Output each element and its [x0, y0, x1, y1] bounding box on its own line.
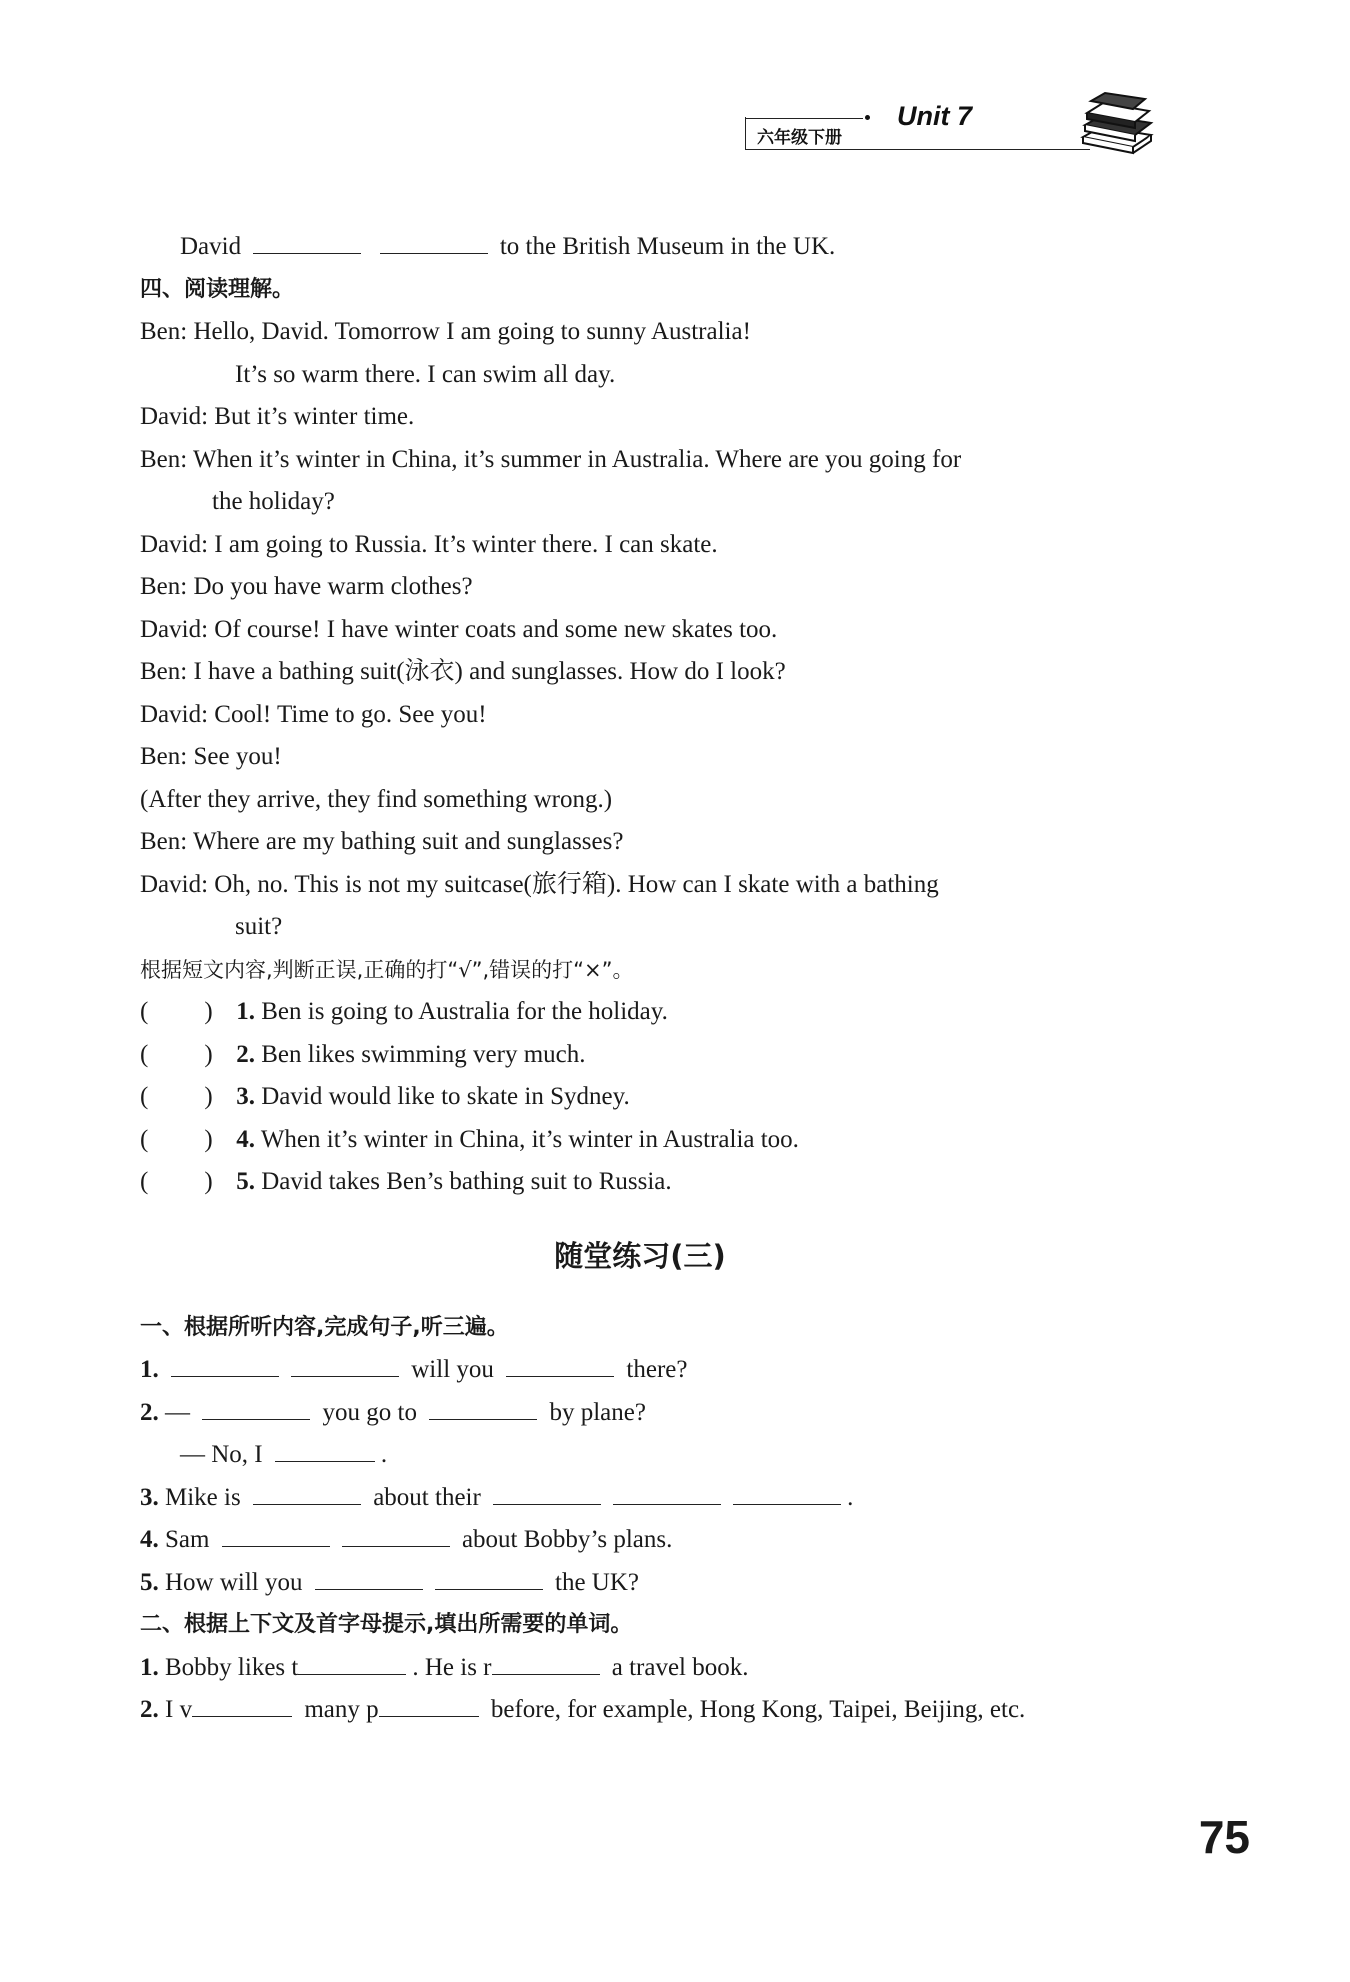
answer-blank[interactable]	[379, 1692, 479, 1717]
unit-label: Unit 7	[897, 101, 973, 131]
dialogue-line: (After they arrive, they find something wrong.)	[140, 785, 613, 813]
answer-parentheses[interactable]: ( )	[140, 998, 213, 1025]
answer-parentheses[interactable]: ( )	[140, 1040, 213, 1068]
dialogue-line: the holiday?	[212, 488, 335, 515]
section-heading-reading: 四、阅读理解。	[140, 276, 295, 302]
listening-question-3: 3. Mike is about their .	[140, 1477, 1180, 1520]
dialogue-line: David: I am going to Russia. It’s winter there. I can skate.	[140, 530, 718, 558]
section-heading-vocab: 二、根据上下文及首字母提示,填出所需要的单词。	[140, 1612, 633, 1637]
judge-question: ( ) 3. David would like to skate in Sydney.	[140, 1076, 1180, 1119]
judge-question: ( ) 2. Ben likes swimming very much.	[140, 1034, 1180, 1077]
top-line-start: David	[180, 233, 242, 260]
answer-blank[interactable]	[202, 1395, 310, 1420]
dialogue-line: suit?	[235, 913, 283, 940]
header-rule	[745, 118, 863, 119]
listening-question-5: 5. How will you the UK?	[140, 1562, 1180, 1605]
top-fill-line	[140, 226, 1180, 269]
books-icon	[1075, 91, 1155, 155]
section-heading-listening: 一、根据所听内容,完成句子,听三遍。	[140, 1314, 509, 1340]
answer-blank[interactable]	[298, 1650, 406, 1675]
answer-blank[interactable]	[429, 1395, 537, 1420]
listening-question-2-reply: — No, I .	[140, 1434, 1180, 1477]
answer-blank[interactable]	[380, 229, 488, 254]
listening-question-4: 4. Sam about Bobby’s plans.	[140, 1519, 1180, 1562]
answer-blank[interactable]	[222, 1522, 330, 1547]
answer-blank[interactable]	[171, 1352, 279, 1377]
answer-blank[interactable]	[192, 1692, 292, 1717]
grade-label: 六年级下册	[757, 128, 842, 148]
header-bracket	[745, 117, 746, 149]
dialogue-line: Ben: Hello, David. Tomorrow I am going to sunny Australia!	[140, 318, 751, 345]
page-number: 75	[1198, 1811, 1250, 1863]
answer-blank[interactable]	[253, 229, 361, 254]
judge-question-text: Ben is going to Australia for the holiday.	[261, 998, 668, 1025]
dialogue-line: Ben: When it’s winter in China, it’s summer in Australia. Where are you going for	[140, 445, 962, 473]
dialogue-line: David: Cool! Time to go. See you!	[140, 700, 487, 728]
answer-blank[interactable]	[315, 1565, 423, 1590]
vocab-question-1: 1. Bobby likes t . He is r a travel book.	[140, 1647, 1180, 1690]
dialogue-line: David: Oh, no. This is not my suitcase(旅行箱). How can I skate with a bathing	[140, 870, 939, 898]
vocab-question-2: 2. I v many p before, for example, Hong Kong, Taipei, Beijing, etc.	[140, 1689, 1180, 1732]
dialogue-line: Ben: I have a bathing suit(泳衣) and sunglasses. How do I look?	[140, 658, 786, 685]
page-content	[140, 226, 1180, 1732]
answer-blank[interactable]	[733, 1480, 841, 1505]
header-dot	[865, 115, 870, 120]
answer-parentheses[interactable]: ( )	[140, 1125, 213, 1153]
answer-blank[interactable]	[275, 1437, 375, 1462]
answer-parentheses[interactable]: ( )	[140, 1168, 213, 1195]
judge-question-text: When it’s winter in China, it’s winter in Australia too.	[260, 1125, 799, 1153]
answer-blank[interactable]	[492, 1650, 600, 1675]
answer-blank[interactable]	[435, 1565, 543, 1590]
header-underline	[745, 149, 1090, 150]
page-header	[735, 95, 1165, 165]
listening-question-1: 1. will you there?	[140, 1349, 1180, 1392]
dialogue-line: Ben: See you!	[140, 743, 282, 770]
answer-blank[interactable]	[342, 1522, 450, 1547]
dialogue-line: Ben: Where are my bathing suit and sunglasses?	[140, 828, 624, 855]
listening-question-2: 2. — you go to by plane?	[140, 1392, 1180, 1435]
answer-blank[interactable]	[291, 1352, 399, 1377]
dialogue-line: Ben: Do you have warm clothes?	[140, 573, 473, 600]
judge-question: ( ) 5. David takes Ben’s bathing suit to Russia.	[140, 1161, 1180, 1204]
judge-question-text: Ben likes swimming very much.	[261, 1040, 586, 1068]
answer-parentheses[interactable]: ( )	[140, 1083, 213, 1110]
answer-blank[interactable]	[253, 1480, 361, 1505]
answer-blank[interactable]	[493, 1480, 601, 1505]
judge-question-text: David takes Ben’s bathing suit to Russia.	[261, 1168, 672, 1195]
dialogue-line: David: Of course! I have winter coats and some new skates too.	[140, 615, 778, 643]
dialogue-line: David: But it’s winter time.	[140, 403, 415, 430]
answer-blank[interactable]	[613, 1480, 721, 1505]
answer-blank[interactable]	[506, 1352, 614, 1377]
judge-question: ( ) 4. When it’s winter in China, it’s winter in Australia too.	[140, 1119, 1180, 1162]
dialogue-line: It’s so warm there. I can swim all day.	[235, 360, 616, 388]
judge-question: ( ) 1. Ben is going to Australia for the holiday.	[140, 991, 1180, 1034]
judge-instruction: 根据短文内容,判断正误,正确的打“√”,错误的打“×”。	[140, 957, 634, 982]
judge-question-text: David would like to skate in Sydney.	[261, 1083, 630, 1110]
top-line-end: to the British Museum in the UK.	[499, 233, 836, 260]
practice-title: 随堂练习(三)	[554, 1238, 726, 1273]
